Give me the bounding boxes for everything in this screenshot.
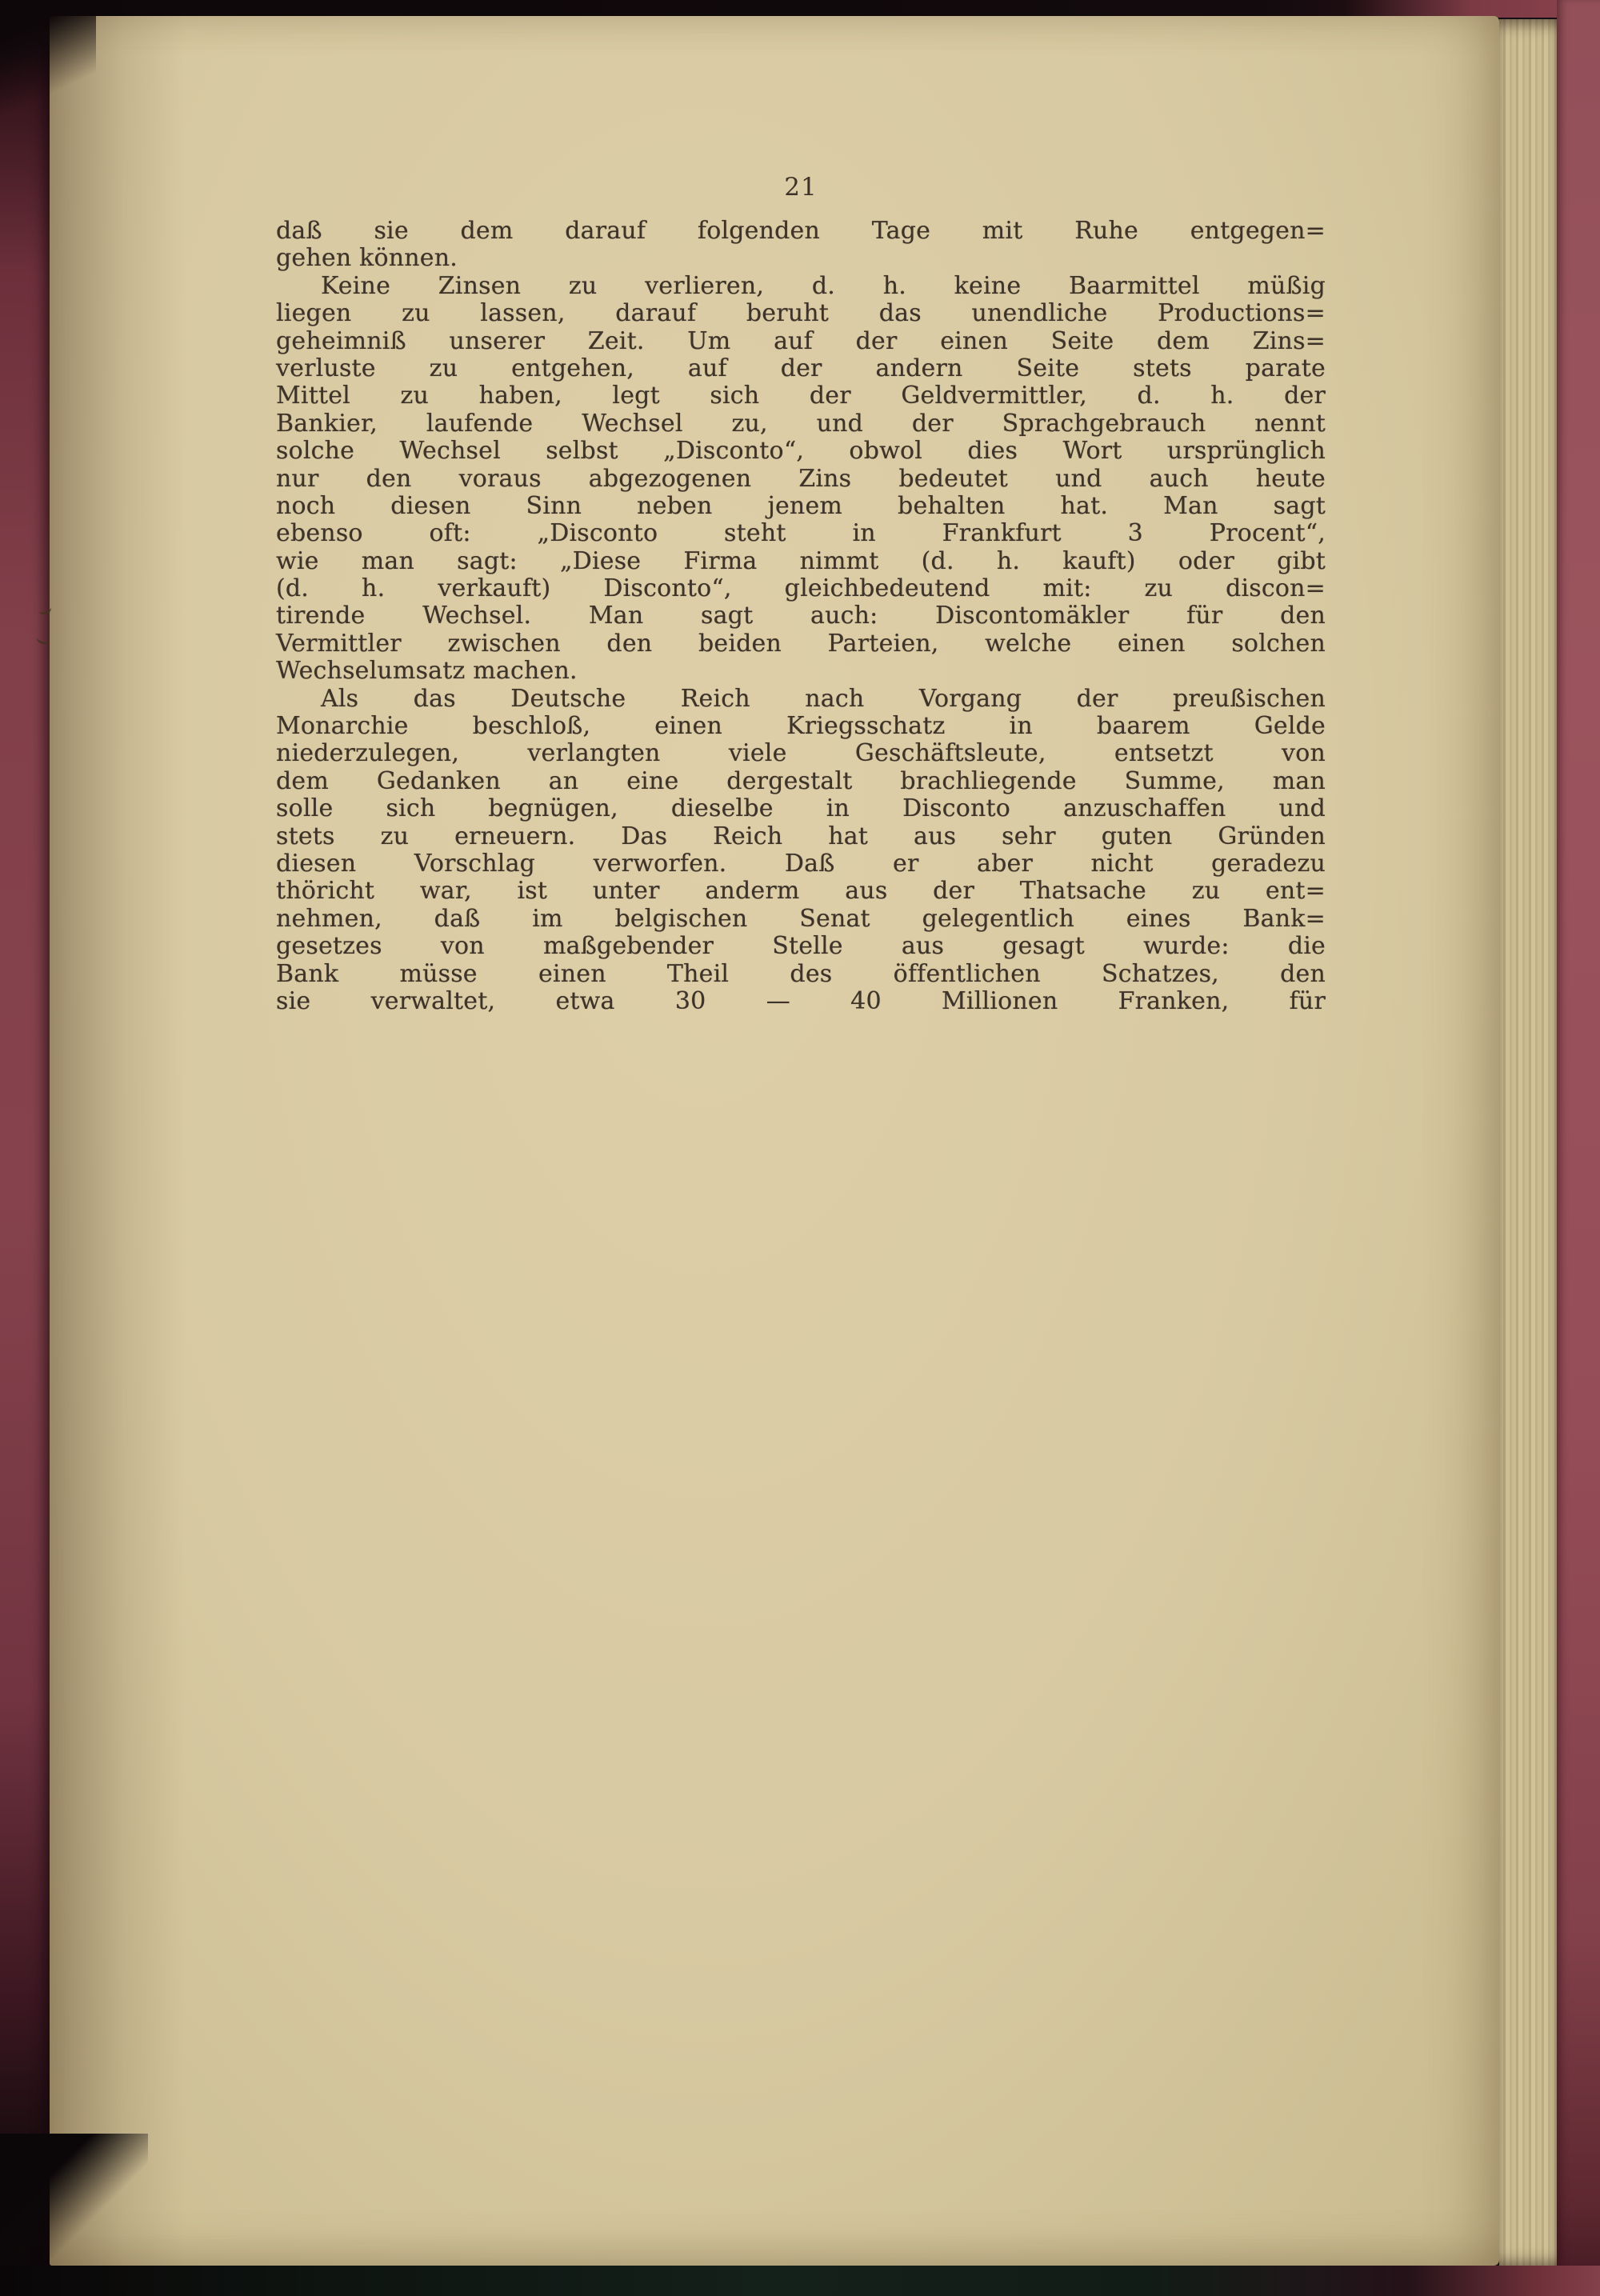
text-line: wie man sagt: „Diese Firma nimmt (d. h. kauft) oder gibt: [276, 546, 1326, 575]
text-line: (d. h. verkauft) Disconto“, gleichbedeutend mit: zu discon=: [276, 574, 1326, 603]
text-line: sie verwaltet, etwa 30 — 40 Millionen Franken, für: [276, 986, 1326, 1015]
text-line: Als das Deutsche Reich nach Vorgang der preußischen: [321, 684, 1326, 713]
text-line: Wechselumsatz machen.: [276, 657, 578, 686]
text-line: Mittel zu haben, legt sich der Geldvermittler, d. h. der: [276, 382, 1326, 410]
text-line: Vermittler zwischen den beiden Parteien, welche einen solchen: [276, 629, 1326, 658]
scan-corner-shadow-bottomleft: [0, 2134, 148, 2274]
cover-edge-bottom: [0, 2266, 1600, 2296]
text-line: Keine Zinsen zu verlieren, d. h. keine Baarmittel müßig: [321, 271, 1326, 300]
text-line: noch diesen Sinn neben jenem behalten hat. Man sagt: [276, 491, 1326, 520]
text-line: diesen Vorschlag verworfen. Daß er aber nicht geradezu: [276, 849, 1326, 878]
text-line: thöricht war, ist unter anderm aus der Thatsache zu ent=: [276, 877, 1326, 906]
text-line: gesetzes von maßgebender Stelle aus gesagt wurde: die: [276, 932, 1326, 961]
text-line: solle sich begnügen, dieselbe in Disconto anzuschaffen und: [276, 794, 1326, 823]
text-line: Monarchie beschloß, einen Kriegsschatz in baarem Gelde: [276, 712, 1326, 741]
text-line: Bank müsse einen Theil des öffentlichen Schatzes, den: [276, 959, 1326, 988]
text-line: dem Gedanken an eine dergestalt brachliegende Summe, man: [276, 766, 1326, 795]
gutter-shadow: [50, 16, 186, 2266]
page-number: 21: [784, 173, 818, 202]
page-edges: [1499, 19, 1557, 2267]
text-line: niederzulegen, verlangten viele Geschäftsleute, entsetzt von: [276, 739, 1326, 768]
text-line: ebenso oft: „Disconto steht in Frankfurt 3 Procent“,: [276, 519, 1326, 548]
text-line: nur den voraus abgezogenen Zins bedeutet und auch heute: [276, 464, 1326, 493]
text-line: stets zu erneuern. Das Reich hat aus sehr guten Gründen: [276, 822, 1326, 850]
text-line: nehmen, daß im belgischen Senat gelegentlich eines Bank=: [276, 904, 1326, 933]
text-line: gehen können.: [276, 244, 458, 273]
book-page: [50, 16, 1499, 2266]
text-line: Bankier, laufende Wechsel zu, und der Sprachgebrauch nennt: [276, 409, 1326, 438]
text-line: solche Wechsel selbst „Disconto“, obwol dies Wort ursprünglich: [276, 437, 1326, 466]
text-line: verluste zu entgehen, auf der andern Seite stets parate: [276, 354, 1326, 382]
text-line: daß sie dem darauf folgenden Tage mit Ruhe entgegen=: [276, 217, 1326, 245]
cover-edge-top: [0, 0, 1600, 18]
text-line: liegen zu lassen, darauf beruht das unendliche Productions=: [276, 299, 1326, 328]
text-line: geheimniß unserer Zeit. Um auf der einen Seite dem Zins=: [276, 326, 1326, 355]
book-spine: [0, 0, 51, 2296]
scan-corner-shadow-topleft: [0, 0, 96, 128]
text-line: tirende Wechsel. Man sagt auch: Discontomäkler für den: [276, 602, 1326, 630]
cover-edge-right: [1557, 0, 1600, 2296]
text-block: [276, 218, 1326, 1015]
